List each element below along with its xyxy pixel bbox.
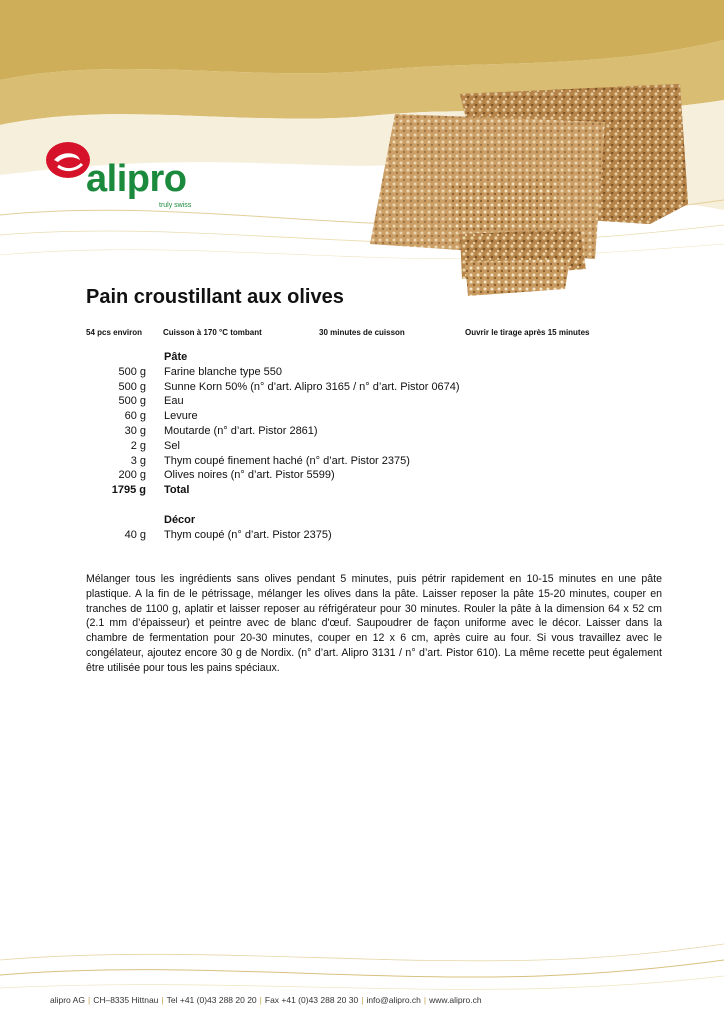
footer-company: alipro AG [50,995,85,1005]
ingredient-row [86,380,646,395]
ingredient-qty: 3 g [130,454,146,467]
footer-contact: alipro AG | CH–8335 Hittnau | Tel +41 (0)43 288 20 20 | Fax +41 (0)43 288 20 30 | info@alipro.ch | www.alipro.ch [50,995,482,1005]
ingredient-qty: 500 g [118,380,146,393]
ingredient-row [86,409,646,424]
ingredient-qty: 500 g [118,395,146,408]
ingredient-row [86,528,646,543]
ingredient-qty: 2 g [130,439,146,452]
ingredient-row [86,394,646,409]
ingredient-row [86,424,646,439]
meta-baking-temp: Cuisson à 170 °C tombant [163,328,262,337]
ingredient-row [86,365,646,380]
ingredient-qty: 60 g [124,410,146,423]
logo-wordmark: alipro [86,158,187,200]
footer-website-link[interactable]: www.alipro.ch [429,995,482,1005]
ingredient-qty: 30 g [124,424,146,437]
ingredients-block [86,350,646,542]
ingredient-name: Eau [164,395,184,408]
ingredient-name: Sel [164,439,180,452]
ingredient-name: Olives noires (n° d’art. Pistor 5599) [164,469,335,482]
method-paragraph: Mélanger tous les ingrédients sans olives pendant 5 minutes, puis pétrir rapidement en 10-15 minutes en une pâte plastique. A la fin de le pétrissage, mélanger les olives dans la pâte. Laisser reposer la pâte 15-20 minutes, couper en tranches de 1100 g, aplatir et laisser reposer au réfrigérateur pour 30 minutes. Rouler la pâte à la dimension 64 x 52 cm (2.1 mm d’épaisseur) et peintre avec de blanc d'œuf. Saupoudrer de façon uniforme avec le décor. Laisser dans la chambre de fermentation pour 20-30 minutes, couper en 12 x 6 cm, après cuire au four. Si vous travaillez avec le congélateur, ajoutez encore 30 g de Nordix. (n° d’art. Alipro 3131 / n° d’art. Pistor 610). La même recette peut également être utilisée pour tous les pains spéciaux. [86,573,662,674]
ingredient-name: Thym coupé finement haché (n° d’art. Pistor 2375) [164,454,410,467]
ingredient-qty: 500 g [118,365,146,378]
logo-tagline: truly swiss [159,202,192,209]
footer-fax: Fax +41 (0)43 288 20 30 [264,995,359,1005]
ingredient-qty: 40 g [124,528,146,541]
ingredient-name: Thym coupé (n° d’art. Pistor 2375) [164,528,332,541]
meta-yield: 54 pcs environ [86,328,143,337]
total-row [86,483,646,498]
ingredient-name: Levure [164,410,198,423]
footer-phone: Tel +41 (0)43 288 20 20 [166,995,257,1005]
footer-address: CH–8335 Hittnau [93,995,159,1005]
ingredient-row [86,468,646,483]
ingredient-name: Moutarde (n° d’art. Pistor 2861) [164,424,318,437]
ingredient-row [86,439,646,454]
total-label: Total [164,484,190,497]
meta-damper: Ouvrir le tirage après 15 minutes [465,328,590,337]
pate-heading: Pâte [164,351,188,363]
ingredient-name: Farine blanche type 550 [164,365,283,378]
bread-photo [350,84,690,304]
total-qty: 1795 g [111,484,146,497]
ingredient-qty: 200 g [118,469,146,482]
meta-baking-time: 30 minutes de cuisson [319,328,405,337]
footer-email-link[interactable]: info@alipro.ch [366,995,421,1005]
recipe-title: Pain croustillant aux olives [86,286,344,308]
ingredient-row [86,454,646,469]
decor-heading: Décor [164,513,196,526]
ingredient-name: Sunne Korn 50% (n° d’art. Alipro 3165 / n° d’art. Pistor 0674) [164,380,460,393]
